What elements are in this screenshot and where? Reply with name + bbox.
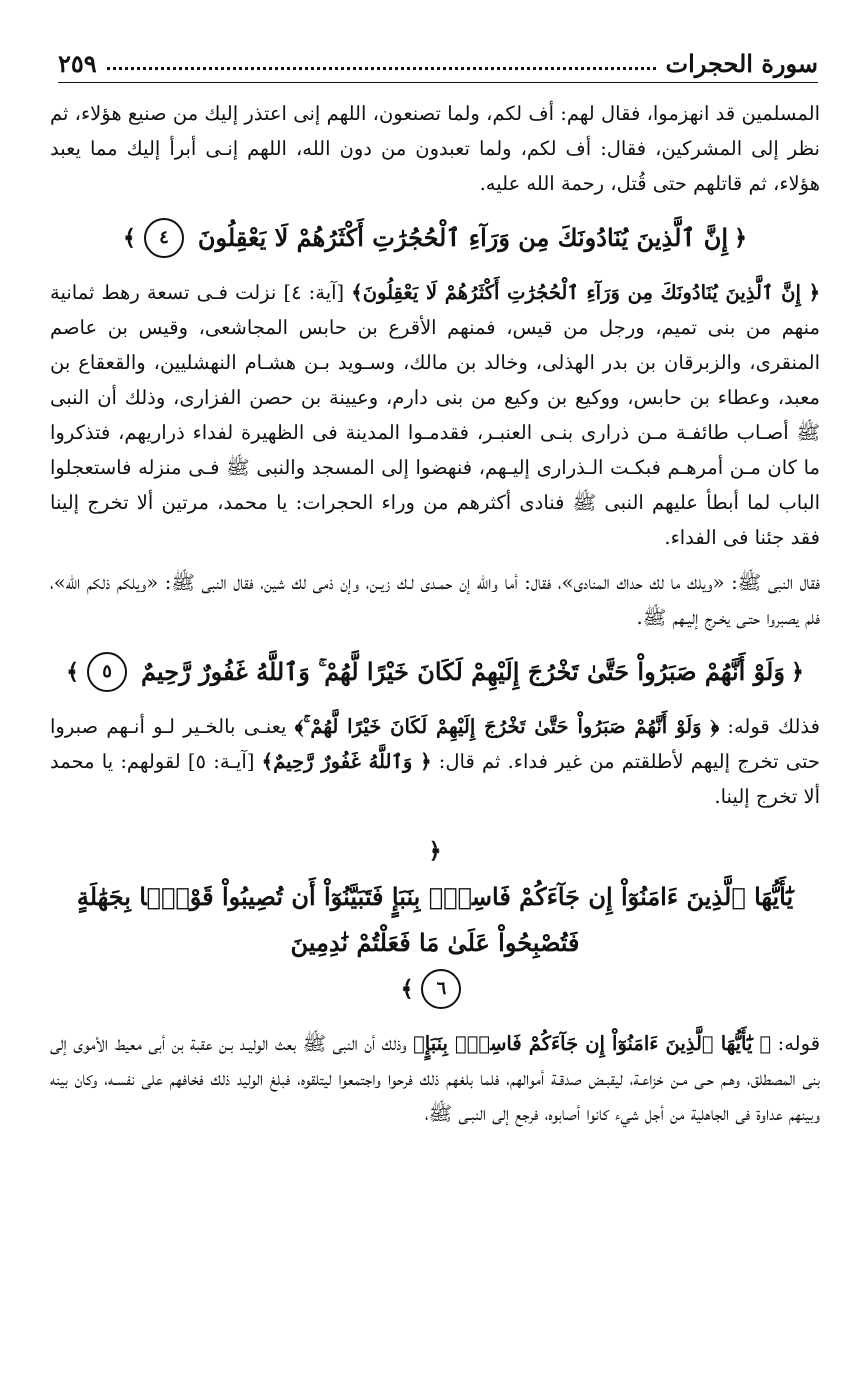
inline-quran-quote: ﴿ يَٰٓأَيُّهَا ٱلَّذِينَ ءَامَنُوٓاْ إِن جَآءَكُمْ فَاسِقٌۢ بِنَبَإٍ﴾	[413, 1032, 772, 1055]
verse-text: وَلَوْ أَنَّهُمْ صَبَرُواْ حَتَّىٰ تَخْرُجَ إِلَيْهِمْ لَكَانَ خَيْرًا لَّهُمْ ۚ وَٱللَّهُ غَفُورٌ رَّحِيمٌ	[141, 657, 785, 686]
paragraph-4	[50, 709, 820, 814]
verse-close-bracket: ﴾	[400, 976, 414, 1002]
paragraph-lead: فذلك قوله:	[719, 715, 820, 738]
verse-6	[50, 828, 820, 1012]
paragraph-text: [آية: ٤] نزلت فـى تسعة رهط ثمانية منهم من بنى تميم، ورجل من قيس، فمنهم الأقرع بن حابس المجاشعى، وقيس بن عاصم المنقرى، والزبرقان بن بدر الهذلى، وخالد بن مالك، وسـويد بـن هشـام النهشليين، والقعقاع بن معبد، وعطاء بن حابس، ووكيع بن وكيع من بنى دارم، وعيينة بن حصن الفزارى، وذلك أن النبى ﷺ أصـاب طائفـة مـن ذرارى بنـى العنبـر، فقدمـوا المدينة فى الظهيرة لفداء ذراريهم، فتذكروا ما كان مـن أمرهـم فبكـت الـذرارى إليـهم، فنهضوا إلى المسجد والنبى ﷺ فـى منزله فاستعجلوا الباب لما أبطأ عليهم النبى ﷺ فنادى أكثرهم من وراء الحجرات: يا محمد، مرتين ألا تخرج إلينا فقد جئنا فى الفداء.	[50, 281, 820, 549]
page-number: ٢٥٩	[58, 49, 97, 78]
verse-number-medallion: ٦	[421, 969, 461, 1009]
verse-close-bracket: ﴾	[66, 659, 80, 685]
inline-quran-quote: ﴿ إِنَّ ٱلَّذِينَ يُنَادُونَكَ مِن وَرَآءِ ٱلْحُجُرَٰتِ أَكْثَرُهُمْ لَا يَعْقِلُونَ﴾	[351, 281, 820, 304]
paragraph-text: يعنـى بالخـير لـو أنـهم صبروا حتى تخرج إليهم لأطلقتم من غير فداء. ثم قال:	[50, 715, 820, 773]
header-dot-leader	[107, 67, 656, 70]
surah-title: سورة الحجرات	[665, 49, 818, 78]
paragraph-text: [آيـة: ٥] لقولهم: يا محمد ألا تخرج إلينا.	[50, 750, 820, 808]
verse-4	[50, 215, 820, 261]
paragraph-lead: قوله:	[771, 1032, 821, 1055]
verse-open-bracket: ﴿	[428, 838, 442, 864]
verse-open-bracket: ﴿	[790, 659, 804, 685]
paragraph-1: المسلمين قد انهزموا، فقال لهم: أف لكم، ولما تصنعون، اللهم إنى اعتذر إليك من صنيع هؤلاء، ثم نظر إلى المشركين، فقال: أف لكم، ولما تعبدون من دون الله، اللهم إنـى أبرأ إليك مما يعبد هؤلاء، ثم قاتلهم حتى قُتل، رحمة الله عليه.	[50, 102, 820, 195]
verse-text: إِنَّ ٱلَّذِينَ يُنَادُونَكَ مِن وَرَآءِ ٱلْحُجُرَٰتِ أَكْثَرُهُمْ لَا يَعْقِلُونَ	[197, 223, 729, 252]
running-header	[58, 38, 818, 78]
paragraph-text: وذلك أن النبى ﷺ بعث الوليـد بـن عقبة بن أبى معيط الأموى إلى بنى المصطلق، وهـم حـى مـن خزاعـة، ليقبـض صدقـة أموالهم، فلما بلغهم ذلك فرحوا واجتمعوا ليتلقوه، فبلغ الوليد ذلك فخافهم على نفسـه، وكان بينه وبينهم عداوة فى الجاهلية من أجل شيء كانوا أصابوه، فرجع إلى النبـى ﷺ،	[50, 1032, 820, 1125]
verse-text: يَٰٓأَيُّهَا ٱلَّذِينَ ءَامَنُوٓاْ إِن جَآءَكُمْ فَاسِقٌۢ بِنَبَإٍ فَتَبَيَّنُوٓاْ أَن تُصِيبُواْ قَوْمًۢا بِجَهَٰلَةٍ فَتُصْبِحُواْ عَلَىٰ مَا فَعَلْتُمْ نَٰدِمِينَ	[76, 882, 794, 957]
verse-open-bracket: ﴿	[734, 225, 747, 251]
inline-quran-quote: ﴿ وَلَوْ أَنَّهُمْ صَبَرُواْ حَتَّىٰ تَخْرُجَ إِلَيْهِمْ لَكَانَ خَيْرًا لَّهُمْ ۚ﴾	[294, 715, 720, 738]
paragraph-2	[50, 275, 820, 555]
page-body	[50, 96, 820, 1141]
paragraph-3: فقال النبى ﷺ: «ويلك ما لك حداك المنادى»، فقال: أما والله إن حمـدى لـك زيـن، وإن ذمى لك شين، فقال النبى ﷺ: «ويلكم ذلكم الله»، فلم يصبروا حتـى يخـرج إليـهم ﷺ.	[50, 571, 820, 629]
verse-close-bracket: ﴾	[123, 225, 136, 251]
verse-number-medallion: ٤	[144, 218, 184, 258]
inline-quran-quote: ﴿ وَٱللَّهُ غَفُورٌ رَّحِيمٌ﴾	[261, 750, 432, 773]
paragraph-5	[50, 1026, 820, 1131]
verse-5	[50, 649, 820, 695]
verse-number-medallion: ٥	[87, 652, 127, 692]
header-rule	[58, 82, 818, 83]
